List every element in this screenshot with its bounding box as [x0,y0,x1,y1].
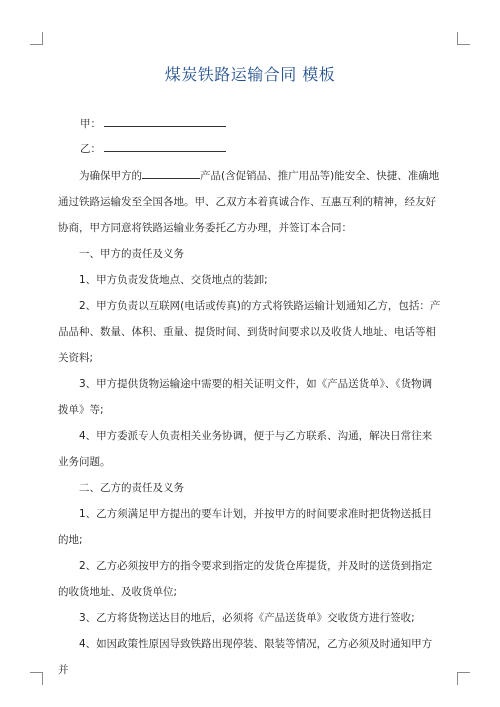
clause-paragraph: 4、如因政策性原因导致铁路出现停装、限装等情况，乙方必须及时通知甲方并 [58,638,433,676]
party-a-blank-line [104,116,226,127]
product-blank-line [142,168,200,179]
contract-body [58,163,442,683]
clause-paragraph: 1、乙方须满足甲方提出的要车计划，并按甲方的时间要求准时把货物送抵目的地; [58,508,433,546]
party-b-label: 乙： [80,143,101,155]
document-title: 煤炭铁路运输合同 模板 [164,65,336,84]
crop-mark-bottom-right [457,672,470,685]
clause-paragraph: 4、甲方委派专人负责相关业务协调，便于与乙方联系、沟通，解决日常往来业务问题。 [58,430,433,468]
clause-paragraph: 3、乙方将货物送达目的地后，必须将《产品送货单》交收货方进行签收; [79,612,415,624]
clause-paragraph: 3、甲方提供货物运输途中需要的相关证明文件，如《产品送货单》、《货物调拨单》等; [58,378,433,416]
clause-paragraph: 2、乙方必须按甲方的指令要求到指定的发货仓库提货，并及时的送货到指定的收货地址、及收货单位; [58,560,433,598]
section-heading-party-b: 二、乙方的责任及义务 [79,482,184,494]
clause-paragraph: 2、甲方负责以互联网(电话或传真)的方式将铁路运输计划通知乙方，包括：产品品种、数量、体积、重量、提货时间、到货时间要求以及收货人地址、电话等相关资料; [58,300,441,364]
intro-paragraph [58,163,442,241]
intro-text-before: 为确保甲方的 [79,170,142,182]
intro-text-after: 产品(含促销品、推广用品等)能安全、快捷、准确地通过铁路运输发至全国各地。甲、乙双方本着真诚合作、互惠互利的精神，经友好协商，甲方同意将铁路运输业务委托乙方办理，并签订本合同： [58,170,440,234]
crop-mark-top-left [30,32,43,45]
party-b-row [80,141,226,156]
crop-mark-bottom-left [30,672,43,685]
section-heading-party-a: 一、甲方的责任及义务 [79,248,184,260]
crop-mark-top-right [457,32,470,45]
party-a-label: 甲： [80,118,101,130]
party-a-row [80,116,226,131]
clause-paragraph: 1、甲方负责发货地点、交货地点的装卸; [79,274,268,286]
party-b-blank-line [104,141,226,152]
